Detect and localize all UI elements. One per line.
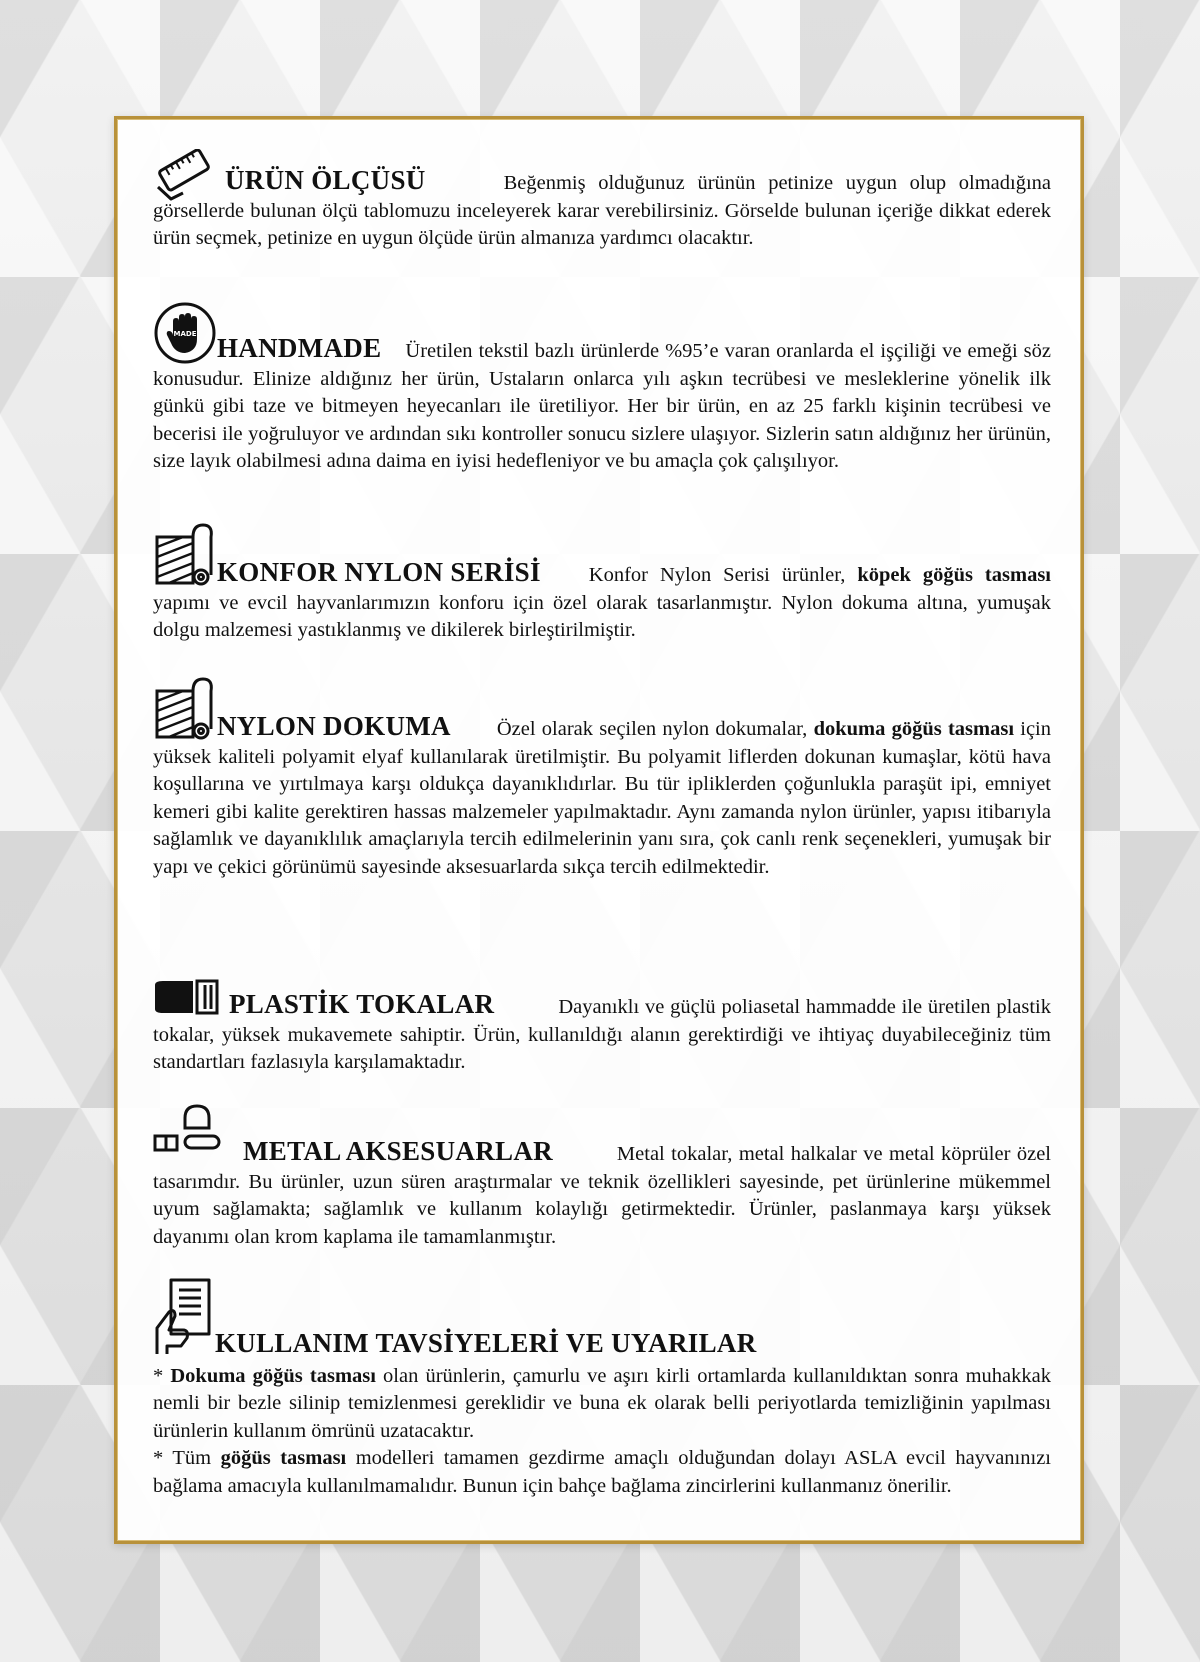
section-text-after: yapımı ve evcil hayvanlarımızın konforu için özel olarak tasarlanmıştır. Nylon dokuma altına, yumuşak dolgu malzemesi yastıklanmış ve dikilerek birleştirilmiştir.	[153, 591, 1051, 641]
fabric-roll-icon	[153, 677, 215, 741]
note-text: modelleri tamamen gezdirme amaçlı olduğundan dolayı ASLA evcil hayvanınızı bağlama amacıyla kullanılmamalıdır. Bunun için bahçe bağlama zincirlerini kullanmanız önerilir.	[153, 1447, 1051, 1497]
section-text-before: Konfor Nylon Serisi ürünler,	[588, 564, 858, 586]
section-text: Metal tokalar, metal halkalar ve metal köprüler özel tasarımdır. Bu ürünler, uzun süren araştırmalar ve teknik özellikleri sayesinde, pet ürünlerine mükemmel uyum sağlamakta; sağlamlık ve kullanım kolaylığı getirmektedir. Ürünler, paslanmaya karşı yüksek dayanımı olan krom kaplama ile tamamlanmıştır.	[153, 1143, 1051, 1248]
handmade-icon-label: MADE	[173, 330, 197, 338]
section-text-bold: köpek göğüs tasması	[857, 564, 1051, 586]
section-text-before: Özel olarak seçilen nylon dokumalar,	[496, 718, 814, 740]
section-text: Dayanıklı ve güçlü poliasetal hammadde ile üretilen plastik tokalar, yüksek mukavemete sahiptir. Ürün, kullanıldığı alanın gerektirdiği ve ihtiyaç duyabileceğiniz tüm standartları fazlasıyla karşılamaktadır.	[153, 996, 1051, 1073]
usage-heading: KULLANIM TAVSİYELERİ VE UYARILAR	[215, 1328, 757, 1358]
section-plastik-tokalar	[153, 977, 1051, 1077]
section-konfor-nylon	[153, 523, 1051, 645]
note-bold: göğüs tasması	[220, 1447, 347, 1469]
note-text: olan ürünlerin, çamurlu ve aşırı kirli ortamlarda kullanıldıktan sonra muhakkak nemli bir bezle silinip temizlenmesi gereklidir ve buna ek olarak belli periyotlarda temizliğinin yapılması ürünlerin kullanım ömrünü uzatacaktır.	[153, 1364, 1052, 1442]
section-text-after: için yüksek kaliteli polyamit elyaf kullanılarak üretilmiştir. Bu polyamit liflerden dokunan kumaşlar, kötü hava koşullarına ve yırtılmaya karşı oldukça dayanıklıdırlar. Bu tür ipliklerden çoğunlukla paraşüt ipi, emniyet kemeri gibi kalite gerektiren hassas malzemeler yapılmaktadır. Aynı zamanda nylon ürünler, yapısı itibarıyla sağlamlık ve dayanıklılık amaçlarıyla tercih edilmelerinin yanı sıra, çok canlı renk seçenekleri, yumuşak bir yapı ve çekici görünümü sayesinde aksesuarlarda sıkça tercih edilmektedir.	[153, 718, 1051, 878]
section-nylon-dokuma	[153, 677, 1051, 881]
metal-accessories-icon	[153, 1102, 223, 1152]
handmade-hand-icon	[153, 301, 217, 365]
ruler-icon	[153, 149, 215, 201]
document-hand-icon	[153, 1278, 213, 1356]
section-text: Üretilen tekstil bazlı ürünlerde %95’e varan oranlarda el işçiliği ve emeği söz konusudur. Elinize aldığınız her ürün, Ustaların onlarca yılı aşkın tecrübesi ve mesleklerine yönelik ilk günkü gibi taze ve bitmeyen heyecanları ile üretiliyor. Her bir ürün, en az 25 farklı kişinin tecrübesi ve becerisi ile yoğruluyor ve ardından sıkı kontroller sonucu sizlere ulaşıyor. Sizlerin satın aldığınız her ürünün, size layık olabilmesi adına daima en iyisi hedefleniyor ve bu amaçla çok çalışılıyor.	[153, 340, 1051, 472]
section-urun-olcusu	[153, 149, 1051, 253]
section-text-bold: dokuma göğüs tasması	[813, 718, 1015, 740]
section-heading: ÜRÜN ÖLÇÜSÜ	[225, 165, 426, 195]
section-heading: NYLON DOKUMA	[217, 711, 451, 741]
usage-note-1: * Dokuma göğüs tasması olan ürünlerin, çamurlu ve aşırı kirli ortamlarda kullanıldıktan sonra muhakkak nemli bir bezle silinip temizlenmesi gereklidir ve buna ek olarak belli periyotlarda temizliğinin yapılması ürünlerin kullanım ömrünü uzatacaktır.	[153, 1364, 1052, 1442]
section-heading: HANDMADE	[217, 333, 382, 363]
section-usage-warnings	[153, 1278, 1051, 1500]
plastic-buckle-icon	[153, 979, 221, 1015]
section-text: Beğenmiş olduğunuz ürünün petinize uygun olup olmadığına görsellerde bulunan ölçü tablomuzu inceleyerek karar verebilirsiniz. Görselde bulunan içeriğe dikkat ederek ürün seçmek, petinize en uygun ölçüde ürün almanıza yardımcı olacaktır.	[153, 172, 1051, 249]
section-handmade	[153, 301, 1051, 476]
usage-note-2: * Tüm göğüs tasması modelleri tamamen gezdirme amaçlı olduğundan dolayı ASLA evcil hayvanınızı bağlama amacıyla kullanılmamalıdır. Bunun için bahçe bağlama zincirlerini kullanmanız önerilir.	[153, 1447, 1051, 1497]
fabric-roll-icon	[153, 523, 215, 587]
section-heading: METAL AKSESUARLAR	[243, 1136, 553, 1166]
info-card	[114, 116, 1084, 1544]
section-heading: KONFOR NYLON SERİSİ	[217, 557, 541, 587]
section-heading: PLASTİK TOKALAR	[229, 989, 495, 1019]
section-metal-aksesuarlar	[153, 1102, 1051, 1251]
note-bold: Dokuma göğüs tasması	[170, 1364, 376, 1387]
